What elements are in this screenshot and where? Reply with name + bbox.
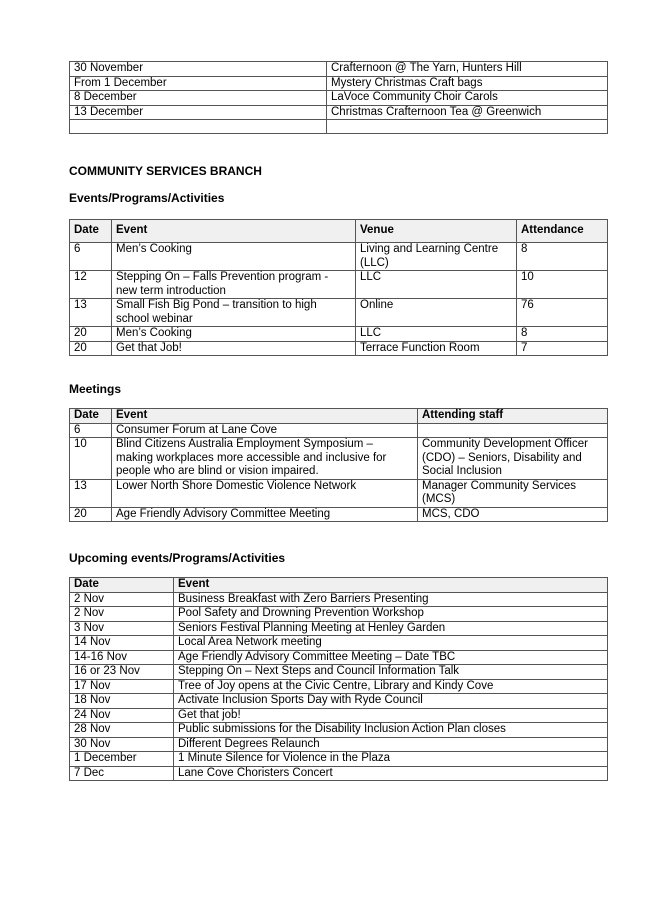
table-cell-date: 14-16 Nov [70,650,174,665]
table-cell-venue: LLC [356,327,517,342]
table-cell-date: 12 [70,271,112,299]
table-header-row [70,220,608,243]
table-cell-event: Lower North Shore Domestic Violence Network [112,479,418,507]
table-cell-event: Pool Safety and Drowning Prevention Workshop [174,607,608,622]
column-header-attending-staff: Attending staff [418,409,608,424]
table-cell-event: Lane Cove Choristers Concert [174,766,608,781]
table-cell-date: 20 [70,327,112,342]
table-cell-event: Public submissions for the Disability Inclusion Action Plan closes [174,723,608,738]
table-cell-date: 6 [70,243,112,271]
table-cell-event: Stepping On – Next Steps and Council Information Talk [174,665,608,680]
table-cell-event: Seniors Festival Planning Meeting at Henley Garden [174,621,608,636]
table-row [70,438,608,480]
table-header-row [70,409,608,424]
table-row [70,592,608,607]
table-cell-event: Different Degrees Relaunch [174,737,608,752]
table-cell-date: 13 [70,299,112,327]
table-row [70,752,608,767]
table-cell-event: Christmas Crafternoon Tea @ Greenwich [327,105,608,120]
table-cell-event: Tree of Joy opens at the Civic Centre, Library and Kindy Cove [174,679,608,694]
table-row [70,105,608,120]
table-cell-venue: LLC [356,271,517,299]
table-cell-venue: Living and Learning Centre (LLC) [356,243,517,271]
table-cell-date: 18 Nov [70,694,174,709]
table-cell-date: 24 Nov [70,708,174,723]
meetings-table [69,408,608,522]
table-cell-attendance: 8 [517,327,608,342]
column-header-date: Date [70,578,174,593]
upcoming-table [69,577,608,781]
table-cell-event: Consumer Forum at Lane Cove [112,423,418,438]
table-row [70,423,608,438]
column-header-event: Event [174,578,608,593]
column-header-event: Event [112,409,418,424]
table-row [70,341,608,356]
branch-heading: COMMUNITY SERVICES BRANCH [69,164,262,178]
table-cell-attendance: 8 [517,243,608,271]
table-row [70,91,608,106]
table-cell-date: 6 [70,423,112,438]
table-row [70,723,608,738]
table-cell-date: 17 Nov [70,679,174,694]
meetings-heading: Meetings [69,382,122,396]
table-row [70,766,608,781]
top-events-body [70,62,608,134]
column-header-venue: Venue [356,220,517,243]
table-row [70,650,608,665]
column-header-date: Date [70,409,112,424]
table-cell-event: Mystery Christmas Craft bags [327,76,608,91]
table-row [70,507,608,522]
table-row [70,708,608,723]
column-header-date: Date [70,220,112,243]
table-cell-date: 8 December [70,91,327,106]
table-cell-venue: Terrace Function Room [356,341,517,356]
table-cell-event: Crafternoon @ The Yarn, Hunters Hill [327,62,608,77]
table-cell-date: 30 Nov [70,737,174,752]
table-cell-event: Men’s Cooking [112,243,356,271]
table-cell-event: Activate Inclusion Sports Day with Ryde Council [174,694,608,709]
table-row [70,271,608,299]
table-row [70,607,608,622]
table-cell-event: Small Fish Big Pond – transition to high school webinar [112,299,356,327]
table-cell-date: 13 December [70,105,327,120]
table-cell-date: 2 Nov [70,607,174,622]
table-row [70,479,608,507]
table-row [70,62,608,77]
table-cell-attendance: 76 [517,299,608,327]
column-header-attendance: Attendance [517,220,608,243]
table-cell-date [70,120,327,134]
upcoming-heading: Upcoming events/Programs/Activities [69,551,286,565]
table-cell-event: Get that Job! [112,341,356,356]
table-cell-date: 1 December [70,752,174,767]
table-row [70,679,608,694]
table-cell-event: Age Friendly Advisory Committee Meeting [112,507,418,522]
table-cell-date: 13 [70,479,112,507]
table-cell-staff: MCS, CDO [418,507,608,522]
top-events-table [69,61,608,134]
table-cell-date: 30 November [70,62,327,77]
table-cell-date: 16 or 23 Nov [70,665,174,680]
table-cell-staff [418,423,608,438]
table-cell-attendance: 7 [517,341,608,356]
table-cell-event: LaVoce Community Choir Carols [327,91,608,106]
table-row [70,76,608,91]
table-cell-event: Blind Citizens Australia Employment Symposium – making workplaces more accessible and inclusive for people who are blind or vision impaired. [112,438,418,480]
events-table [69,219,608,356]
column-header-event: Event [112,220,356,243]
table-row [70,621,608,636]
table-row [70,737,608,752]
table-row [70,243,608,271]
table-cell-event: Men’s Cooking [112,327,356,342]
table-cell-event: Get that job! [174,708,608,723]
table-header-row [70,578,608,593]
table-row [70,694,608,709]
events-heading: Events/Programs/Activities [69,191,225,205]
table-row [70,636,608,651]
table-cell-event: Age Friendly Advisory Committee Meeting – Date TBC [174,650,608,665]
table-cell-date: 20 [70,341,112,356]
table-row [70,299,608,327]
table-cell-date: From 1 December [70,76,327,91]
table-row-empty [70,120,608,134]
table-cell-venue: Online [356,299,517,327]
table-cell-staff: Manager Community Services (MCS) [418,479,608,507]
table-cell-date: 28 Nov [70,723,174,738]
table-cell-staff: Community Development Officer (CDO) – Seniors, Disability and Social Inclusion [418,438,608,480]
table-row [70,327,608,342]
table-cell-event: 1 Minute Silence for Violence in the Plaza [174,752,608,767]
table-cell-event [327,120,608,134]
table-cell-date: 14 Nov [70,636,174,651]
table-row [70,665,608,680]
table-cell-date: 3 Nov [70,621,174,636]
table-cell-attendance: 10 [517,271,608,299]
table-cell-date: 7 Dec [70,766,174,781]
table-cell-date: 2 Nov [70,592,174,607]
table-cell-date: 20 [70,507,112,522]
table-cell-event: Stepping On – Falls Prevention program - new term introduction [112,271,356,299]
table-cell-date: 10 [70,438,112,480]
table-cell-event: Business Breakfast with Zero Barriers Presenting [174,592,608,607]
table-cell-event: Local Area Network meeting [174,636,608,651]
